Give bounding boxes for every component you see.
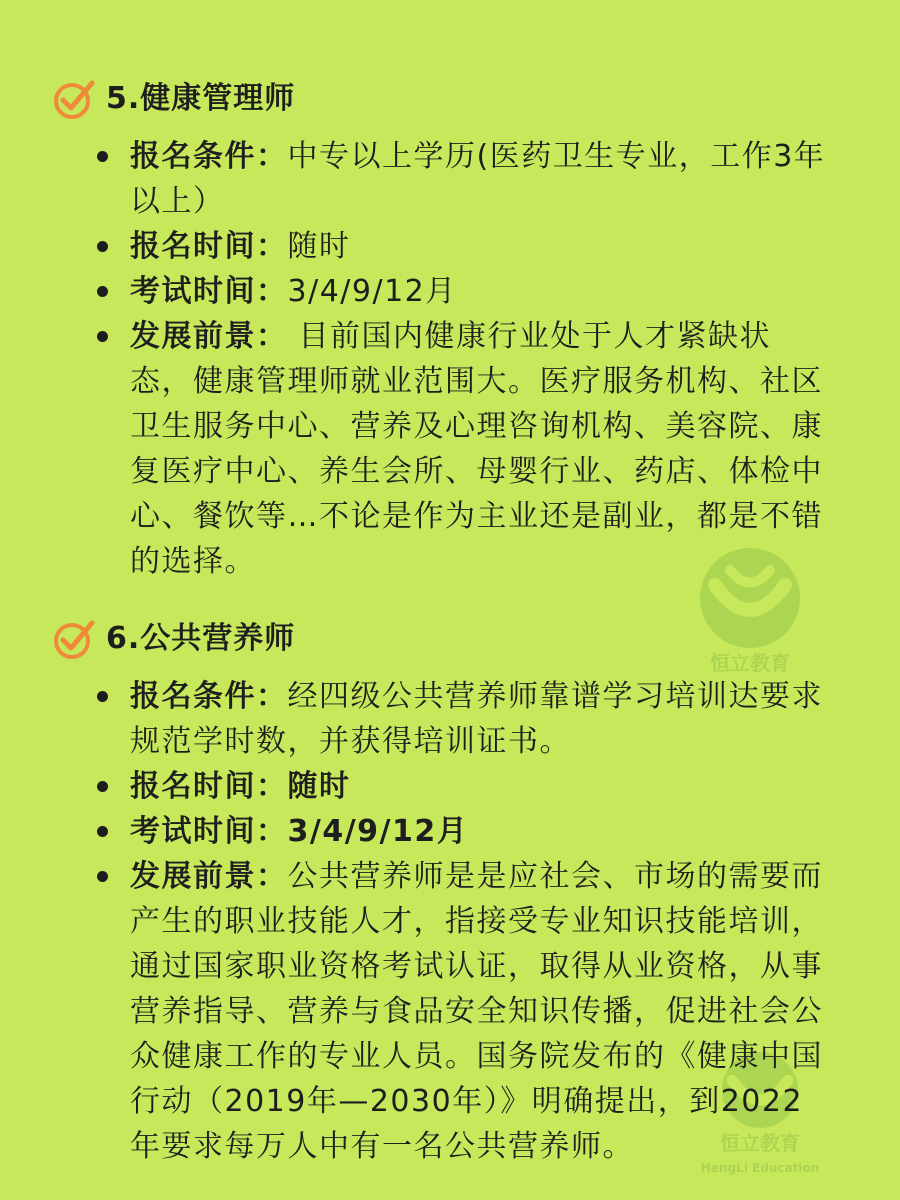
bullet-dot <box>97 241 108 252</box>
item-label: 报名时间： <box>130 769 288 804</box>
item-list <box>52 134 832 584</box>
bullet-dot <box>97 286 108 297</box>
item-value: 目前国内健康行业处于人才紧缺状态，健康管理师就业范围大。医疗服务机构、社区卫生服务中心、营养及心理咨询机构、美容院、康复医疗中心、养生会所、母婴行业、药店、体检中心、餐饮等…不论是作为主业还是副业，都是不错的选择。 <box>130 319 823 579</box>
section-health-manager <box>52 74 832 584</box>
list-item-exam-time <box>52 269 832 314</box>
bullet-dot <box>97 331 108 342</box>
section-title: 6.公共营养师 <box>106 621 296 656</box>
check-circle-icon <box>52 617 96 661</box>
bullet-dot <box>97 151 108 162</box>
list-item-prospects <box>52 314 832 584</box>
item-label: 报名条件： <box>130 139 288 174</box>
check-circle-icon <box>52 77 96 121</box>
section-public-nutritionist <box>52 614 832 1169</box>
item-value: 中专以上学历(医药卫生专业，工作3年以上） <box>130 139 826 219</box>
item-label: 考试时间： <box>130 814 288 849</box>
section-title: 5.健康管理师 <box>106 81 296 116</box>
list-item-registration-requirements <box>52 134 832 224</box>
watermark-brand-cn: 恒立教育 <box>710 651 790 675</box>
bullet-dot <box>97 781 108 792</box>
item-label: 报名时间： <box>130 229 288 264</box>
bullet-dot <box>97 871 108 882</box>
item-value: 3/4/9/12月 <box>287 274 457 309</box>
item-label: 发展前景： <box>130 859 288 894</box>
list-item-registration-time <box>52 764 832 809</box>
item-label: 考试时间： <box>130 274 288 309</box>
item-value: 经四级公共营养师靠谱学习培训达要求规范学时数，并获得培训证书。 <box>130 679 823 759</box>
list-item-prospects <box>52 854 832 1169</box>
item-value: 公共营养师是是应社会、市场的需要而产生的职业技能人才，指接受专业知识技能培训，通过国家职业资格考试认证，取得从业资格，从事营养指导、营养与食品安全知识传播，促进社会公众健康工作的专业人员。国务院发布的《健康中国行动（2019年—2030年）》明确提出，到2022年要求每万人中有一名公共营养师。 <box>130 859 823 1164</box>
bullet-dot <box>97 691 108 702</box>
item-value: 3/4/9/12月 <box>287 814 469 849</box>
item-list <box>52 674 832 1169</box>
item-label: 报名条件： <box>130 679 288 714</box>
item-value: 随时 <box>287 229 351 264</box>
section-header <box>52 74 832 124</box>
watermark-brand-en: HengLi Education <box>700 1161 820 1175</box>
watermark-brand-cn: 恒立教育 <box>720 1131 800 1155</box>
list-item-registration-time <box>52 224 832 269</box>
bullet-dot <box>97 826 108 837</box>
list-item-exam-time <box>52 809 832 854</box>
list-item-registration-requirements <box>52 674 832 764</box>
item-label: 发展前景： <box>130 319 288 354</box>
section-header <box>52 614 832 664</box>
item-value: 随时 <box>287 769 351 804</box>
